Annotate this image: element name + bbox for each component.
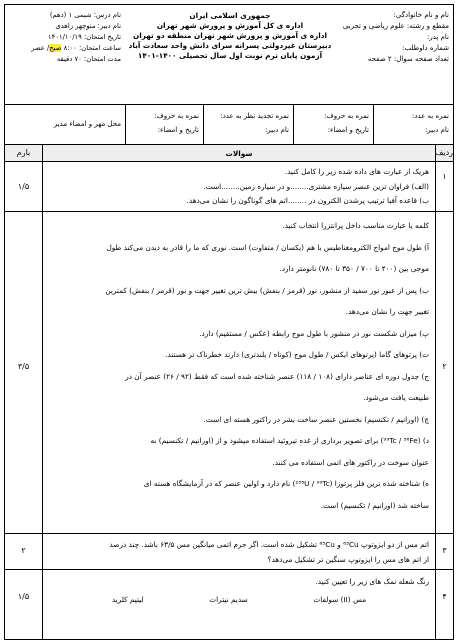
lithium-chloride-option: لیتیم کلرید bbox=[111, 595, 144, 604]
question-text: کلمه یا عبارت مناسب داخل پرانتزرا انتخاب کنید. آ) طول موج امواج الکترومغناطیس با هم (یکسان / متفاوت) است. نوری که ما را قادر به دیدن می‌کند طول موجی بین (۴۰۰ تا ۷۰۰ / ۳۵۰ تا ۷۸۰) نانومتر دارد. ب) پس از عبور نور سفید از منشور، نور (قرمز / بنفش) بیش ترین تغییر جهت و نور (قرمز / بنفش) کمترین تغییر جهت را نشان می‌دهد. پ) میزان شکست نور در منشور با طول موج رابطه (عکس / مستقیم) دارد. ت) پرتوهای گاما (پرتوهای ایکس / طول موج (کوتاه / بلندتری) دارند خطرناک تر هستند. ج) جدول دوره ای عناصر دارای (۱۰۸ / ۱۱۸) عنصر شناخته شده است که فقط (۹۲ / ۲۶) عنصر آن در طبیعت یافت می‌شود. چ) (اورانیم / تکنسیم) نخستین عنصر ساخت بشر در راکتور هسته ای است. د) (⁹⁹Tc / ⁵⁶Fe) برای تصویر برداری از غده تیروئید استفاده میشود و از (اورانیم / تکنسیم) به عنوان سوخت در راکتور های اتمی استفاده می کنند. ه) شناخته شده ترین فلز پرتوزا (²³⁵U / ⁹⁹Tc) نام دارد و اولین عنصر که در آزمایشگاه هسته ای ساخته شد (اورانیم / تکنسیم) است. bbox=[105, 221, 429, 510]
question-text: رنگ شعله نمک های زیر را تعیین کنید. مس (II) سولفات سدیم نیترات لیتیم کلرید bbox=[43, 570, 435, 640]
department-name: اداره ی کل آموزش و پرورش شهر تهران bbox=[156, 21, 304, 30]
question-mark: ۳/۵ bbox=[5, 212, 43, 533]
candidate-number-field: شماره داوطلب: bbox=[402, 44, 449, 52]
score-number-cell: نمره به عدد: نام دبیر: bbox=[373, 105, 453, 145]
question-mark: ۱/۵ bbox=[5, 570, 43, 640]
principal-stamp-cell: محل مهر و امضاء مدیر bbox=[53, 120, 121, 128]
question-number: ۲ bbox=[435, 212, 453, 533]
student-name-field: نام و نام خانوادگی: bbox=[393, 11, 449, 19]
page-count-field: تعداد صفحه سوال: ۲ صفحه bbox=[367, 55, 449, 63]
exam-page bbox=[4, 4, 454, 640]
exam-time-field: ساعت امتحان: ۸:۰۰ صبح/ عصر bbox=[31, 44, 121, 52]
question-number: ۴ bbox=[435, 570, 453, 640]
questions-title: سوالات bbox=[225, 149, 253, 158]
question-text: هریک از عبارت های داده شده زیر را کامل کنید. (الف) فراوان ترین عنصر سیاره مشتری........و در سیاره زمین........است. ب) قاعده آفبا ترتیب پرشدن الکترون در ........اتم های گوناگون را نشان می‌دهد. bbox=[186, 167, 429, 205]
questions-header bbox=[5, 145, 453, 162]
question-mark: ۱/۵ bbox=[5, 162, 43, 211]
school-title bbox=[125, 5, 335, 105]
student-info bbox=[335, 5, 453, 105]
morning-highlight: صبح bbox=[49, 44, 62, 52]
revised-score-number-cell: نمره تجدید نظر به عدد: نام دبیر: bbox=[203, 105, 293, 145]
score-table bbox=[5, 105, 453, 145]
question-mark: ۲ bbox=[5, 534, 43, 569]
subject-field: نام درس: شیمی ۱ (دهم) bbox=[49, 11, 121, 19]
father-name-field: نام پدر: bbox=[426, 33, 449, 41]
exam-date-field: تاریخ امتحان: ۱۴۰۱/۱۰/۱۹ bbox=[48, 33, 121, 41]
grade-field: مقطع و رشته: علوم ریاضی و تجربی bbox=[342, 22, 449, 30]
question-row bbox=[5, 534, 453, 570]
exam-header bbox=[5, 5, 453, 105]
salt-options bbox=[49, 591, 429, 609]
question-text: اتم مس از دو ایزوتوپ ⁶³Cu و ⁶⁵Cu تشکیل شده است. اگر جرم اتمی میانگین مس ۶۳/۵ باشد. چند درصد از اتم های مس را ایزوتوپ سنگین تر تشکیل می‌دهد؟ bbox=[109, 540, 429, 564]
question-row bbox=[5, 212, 453, 534]
country-name: جمهوری اسلامی ایران bbox=[189, 11, 271, 20]
region-name: اداره ی آموزش و پرورش شهر تهران منطقه دو تهران bbox=[132, 31, 328, 40]
row-header: ردیف bbox=[435, 145, 453, 161]
exam-info bbox=[5, 5, 125, 105]
exam-title: آزمون پایان ترم نوبت اول سال تحصیلی ۱۴۰۰-۱۴۰۱ bbox=[137, 51, 323, 60]
question-row bbox=[5, 570, 453, 640]
copper-sulfate-option: مس (II) سولفات bbox=[313, 595, 367, 604]
exam-duration-field: مدت امتحان: ۷۰ دقیقه bbox=[56, 55, 121, 63]
question-row bbox=[5, 162, 453, 212]
sodium-nitrate-option: سدیم نیترات bbox=[209, 595, 248, 604]
school-name: دبیرستان غیردولتی پسرانه سرای دانش واحد سعادت آباد bbox=[128, 41, 332, 50]
score-words-cell: نمره به حروف: تاریخ و امضاء: bbox=[293, 105, 373, 145]
teacher-field: نام دبیر: منوچهر زاهدی bbox=[55, 22, 121, 30]
revised-score-words-cell: نمره به حروف: تاریخ و امضاء: bbox=[125, 105, 203, 145]
question-number: ۱ bbox=[435, 162, 453, 211]
question-number: ۳ bbox=[435, 534, 453, 569]
mark-header: بارم bbox=[5, 145, 43, 161]
